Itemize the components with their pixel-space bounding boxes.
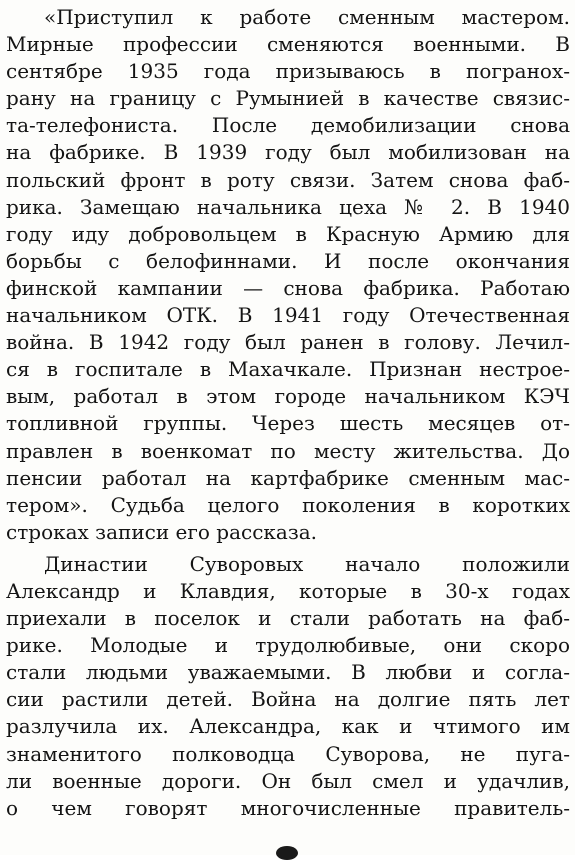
text-line: сии растили детей. Война на долгие пять лет — [6, 687, 570, 712]
text-body — [6, 4, 570, 822]
text-line: рану на границу с Румынией в качестве связис- — [6, 86, 570, 111]
text-line: стали людьми уважаемыми. В любви и согла- — [6, 660, 570, 685]
text-line: приехали в поселок и стали работать на фаб- — [6, 606, 570, 631]
text-line: пенсии работал на картфабрике сменным мас- — [6, 465, 570, 490]
text-line: финской кампании — снова фабрика. Работаю — [6, 275, 570, 300]
page-edge-mark — [276, 846, 298, 860]
text-line: рика. Замещаю начальника цеха № 2. В 1940 — [6, 194, 570, 219]
text-line: борьбы с белофиннами. И после окончания — [6, 248, 570, 273]
text-line: Александр и Клавдия, которые в 30-х годах — [6, 578, 570, 603]
text-line: война. В 1942 году был ранен в голову. Лечил- — [6, 330, 570, 355]
text-line: знаменитого полководца Суворова, не пуга- — [6, 741, 570, 766]
text-line: на фабрике. В 1939 году был мобилизован на — [6, 140, 570, 165]
text-line: та-телефониста. После демобилизации снова — [6, 113, 570, 138]
text-line: вым, работал в этом городе начальником КЭЧ — [6, 384, 570, 409]
text-line: польский фронт в роту связи. Затем снова фаб- — [6, 167, 570, 192]
text-line: строках записи его рассказа. — [6, 519, 318, 544]
paragraph-2 — [6, 551, 570, 822]
text-line: Мирные профессии сменяются военными. В — [6, 32, 570, 57]
text-line: «Приступил к работе сменным мастером. — [44, 5, 570, 29]
text-line: рике. Молодые и трудолюбивые, они скоро — [6, 633, 570, 658]
text-line: тером». Судьба целого поколения в коротких — [6, 492, 570, 517]
text-line: начальником ОТК. В 1941 году Отечественная — [6, 303, 570, 328]
text-line: правлен в военкомат по месту жительства. До — [6, 438, 570, 463]
text-line: разлучила их. Александра, как и чтимого им — [6, 714, 570, 739]
text-line: ся в госпитале в Махачкале. Признан нестрое- — [6, 357, 570, 382]
text-line: сентябре 1935 года призываюсь в погранох- — [6, 59, 570, 84]
text-line: о чем говорят многочисленные правитель- — [6, 795, 570, 820]
text-line: году иду добровольцем в Красную Армию для — [6, 221, 570, 246]
paragraph-1 — [6, 4, 570, 546]
text-line: Династии Суворовых начало положили — [44, 551, 570, 576]
text-line: ли военные дороги. Он был смел и удачлив, — [6, 768, 570, 793]
text-line: топливной группы. Через шесть месяцев от- — [6, 411, 570, 436]
